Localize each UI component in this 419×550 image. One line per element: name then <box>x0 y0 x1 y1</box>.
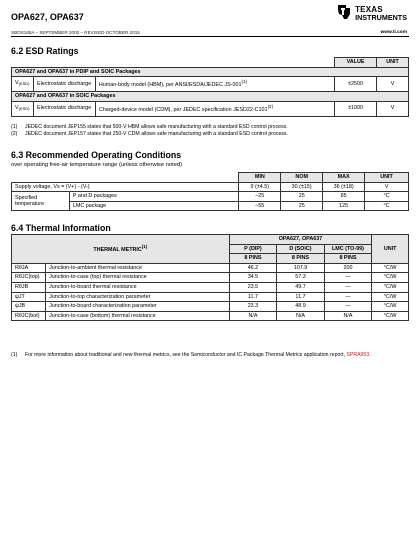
thermal-symbol: RθJC(bot) <box>12 311 46 321</box>
thermal-symbol: RθJA <box>12 263 46 273</box>
roc-temp-label: Specified temperature <box>12 192 70 211</box>
thermal-metric-header: THERMAL METRIC$^{(1)}$ <box>12 235 230 264</box>
spra953-link[interactable]: SPRA953 <box>346 352 370 358</box>
ti-logo <box>336 3 407 25</box>
roc-temp-nom-1: 25 <box>281 192 323 202</box>
esd-symbol-1: $V_{(ESD)}$ <box>12 77 34 92</box>
roc-col-min: MIN <box>239 173 281 183</box>
section-heading-thermal: 6.4 Thermal Information <box>11 223 111 233</box>
logo-line-2: INSTRUMENTS <box>355 13 407 22</box>
thermal-unit: °C/W <box>372 282 409 292</box>
thermal-value-lmc: — <box>324 282 372 292</box>
thermal-description: Junction-to-board characterization parameter <box>46 302 230 312</box>
roc-temp-max-1: 85 <box>323 192 365 202</box>
esd-footnote-2: (2) JEDEC document JEP157 states that 250-V CDM allows safe manufacturing with a standard ESD control process. <box>11 131 288 137</box>
thermal-value-d: 57.3 <box>277 273 325 283</box>
thermal-row <box>12 282 409 292</box>
thermal-description: Junction-to-case (top) thermal resistance <box>46 273 230 283</box>
roc-temp-nom-2: 25 <box>281 201 323 211</box>
thermal-row <box>12 263 409 273</box>
thermal-symbol: RθJB <box>12 282 46 292</box>
thermal-pkg-lmc: LMC (TO-99) <box>324 244 372 254</box>
website-link[interactable]: www.ti.com <box>380 30 407 35</box>
roc-col-max: MAX <box>323 173 365 183</box>
thermal-footnote: (1) For more information about traditional and new thermal metrics, see the Semiconductor and IC Package Thermal Metrics application report, SPRA953. <box>11 352 371 358</box>
logo-line-1: TEXAS <box>355 5 383 14</box>
roc-temp-unit-2: °C <box>365 201 409 211</box>
roc-condition: over operating free-air temperature range (unless otherwise noted) <box>11 162 183 168</box>
thermal-row <box>12 273 409 283</box>
thermal-description: Junction-to-top characterization parameter <box>46 292 230 302</box>
thermal-row <box>12 302 409 312</box>
thermal-unit: °C/W <box>372 302 409 312</box>
roc-supply-min: 9 (±4.5) <box>239 182 281 192</box>
esd-col-unit: UNIT <box>377 58 409 68</box>
thermal-description: Junction-to-ambient thermal resistance <box>46 263 230 273</box>
roc-supply-label: Supply voltage, Vs = (V+) - (V-) <box>12 182 239 192</box>
esd-unit-1: V <box>377 77 409 92</box>
thermal-pkg-d: D (SOIC) <box>277 244 325 254</box>
thermal-unit: °C/W <box>372 292 409 302</box>
thermal-table <box>11 234 409 321</box>
esd-footnote-1: (1) JEDEC document JEP155 states that 500-V HBM allows safe manufacturing with a standard ESD control process. <box>11 124 288 130</box>
esd-value-2: ±1000 <box>335 101 377 116</box>
roc-supply-nom: 30 (±15) <box>281 182 323 192</box>
thermal-value-d: 49.7 <box>277 282 325 292</box>
document-title: OPA627, OPA637 <box>11 12 84 22</box>
roc-supply-max: 36 (±18) <box>323 182 365 192</box>
thermal-value-d: 48.9 <box>277 302 325 312</box>
thermal-unit: °C/W <box>372 263 409 273</box>
thermal-pins-lmc: 8 PINS <box>324 254 372 264</box>
thermal-value-lmc: 200 <box>324 263 372 273</box>
thermal-symbol: RθJC(top) <box>12 273 46 283</box>
thermal-value-p: 23.3 <box>229 302 277 312</box>
esd-group-2: OPA627 and OPA637 in SOIC Packages <box>12 92 409 102</box>
thermal-symbol: ψJT <box>12 292 46 302</box>
thermal-value-d: N/A <box>277 311 325 321</box>
thermal-value-lmc: — <box>324 292 372 302</box>
thermal-value-p: 34.5 <box>229 273 277 283</box>
ti-logo-icon <box>336 3 352 26</box>
thermal-unit-header: UNIT <box>372 235 409 264</box>
esd-symbol-2: $V_{(ESD)}$ <box>12 101 34 116</box>
thermal-value-lmc: — <box>324 273 372 283</box>
thermal-group-header: OPA627, OPA637 <box>229 235 372 245</box>
thermal-value-p: 11.7 <box>229 292 277 302</box>
roc-col-nom: NOM <box>281 173 323 183</box>
esd-group-1: OPA627 and OPA637 in PDIP and SOIC Packages <box>12 67 409 77</box>
thermal-description: Junction-to-board thermal resistance <box>46 282 230 292</box>
roc-temp-label-1: P and D packages <box>69 192 238 202</box>
thermal-value-p: 23.5 <box>229 282 277 292</box>
thermal-description: Junction-to-case (bottom) thermal resistance <box>46 311 230 321</box>
thermal-pkg-p: P (DIP) <box>229 244 277 254</box>
section-heading-esd: 6.2 ESD Ratings <box>11 46 79 56</box>
esd-desc-2: Charged-device model (CDM), per JEDEC specification JESD22-C101$^{(2)}$ <box>95 101 334 116</box>
thermal-row <box>12 311 409 321</box>
thermal-symbol: ψJB <box>12 302 46 312</box>
thermal-unit: °C/W <box>372 311 409 321</box>
thermal-value-lmc: N/A <box>324 311 372 321</box>
roc-temp-label-2: LMC package <box>69 201 238 211</box>
thermal-value-lmc: — <box>324 302 372 312</box>
esd-name-2: Electrostatic discharge <box>33 101 95 116</box>
esd-table <box>11 57 409 117</box>
thermal-value-d: 11.7 <box>277 292 325 302</box>
roc-col-unit: UNIT <box>365 173 409 183</box>
esd-col-value: VALUE <box>335 58 377 68</box>
thermal-value-p: N/A <box>229 311 277 321</box>
thermal-pins-p: 8 PINS <box>229 254 277 264</box>
header-divider <box>11 36 409 37</box>
roc-supply-unit: V <box>365 182 409 192</box>
thermal-value-d: 107.9 <box>277 263 325 273</box>
roc-temp-min-1: –25 <box>239 192 281 202</box>
esd-name-1: Electrostatic discharge <box>33 77 95 92</box>
thermal-value-p: 46.2 <box>229 263 277 273</box>
esd-value-1: ±2500 <box>335 77 377 92</box>
esd-desc-1: Human-body model (HBM), per ANSI/ESDA/JEDEC JS-001$^{(1)}$ <box>95 77 334 92</box>
esd-unit-2: V <box>377 101 409 116</box>
roc-temp-unit-1: °C <box>365 192 409 202</box>
thermal-pins-d: 8 PINS <box>277 254 325 264</box>
roc-table <box>11 172 409 211</box>
document-revision: SBOS165A – SEPTEMBER 2000 – REVISED OCTOBER 2015 <box>11 30 140 35</box>
thermal-unit: °C/W <box>372 273 409 283</box>
roc-temp-min-2: –55 <box>239 201 281 211</box>
roc-temp-max-2: 125 <box>323 201 365 211</box>
section-heading-roc: 6.3 Recommended Operating Conditions <box>11 150 182 160</box>
thermal-row <box>12 292 409 302</box>
